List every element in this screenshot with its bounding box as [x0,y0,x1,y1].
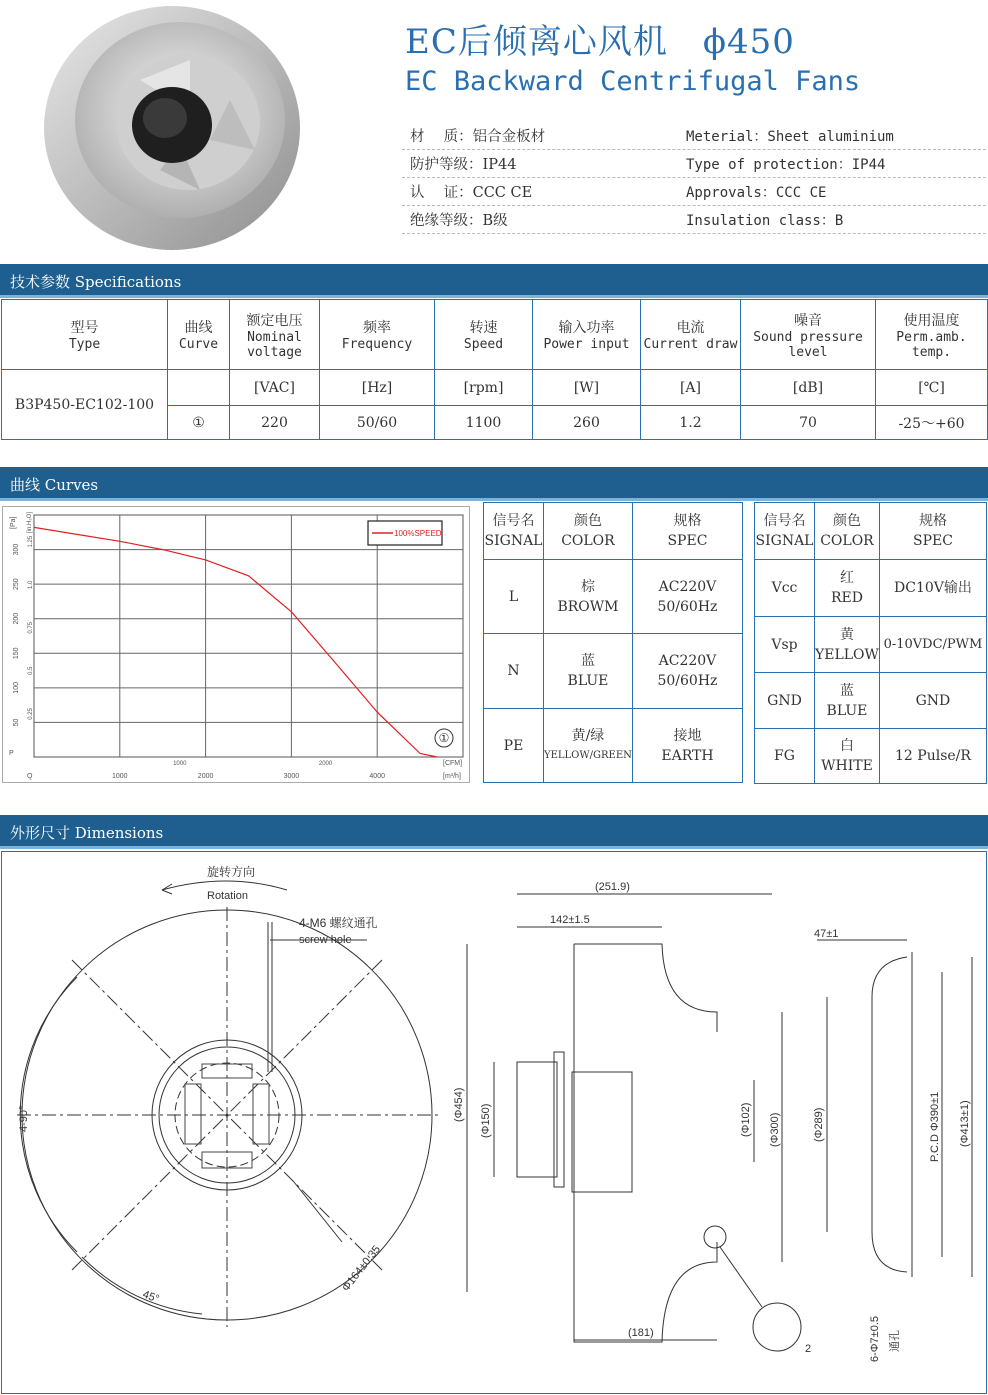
x-m3h-tick: 2000 [197,773,214,780]
unit-cell: [rpm] [435,370,533,406]
color-en: BROWM [557,598,619,615]
header-cn: 输入功率 [558,320,615,336]
model-cell: B3P450-EC102-100 [2,370,168,440]
dim-142: 142±1.5 [550,914,590,926]
signal-name: N [484,634,544,709]
rotation-en: Rotation [207,890,248,902]
property-cn: 绝缘等级：B级 [410,213,508,229]
x-cfm-unit: [CFM] [443,760,463,767]
header-en: Nominal voltage [247,329,302,360]
holes-label: 6-Φ7±0.5 [869,1315,881,1362]
header-cn: 规格 [673,513,702,529]
header-en: SIGNAL [484,533,543,549]
motor-body [517,1062,557,1177]
dim-2: 2 [805,1343,812,1355]
header-en: Sound pressure level [753,329,863,360]
header-en: Curve [178,337,219,352]
y-pa-tick: 50 [13,718,20,727]
signal-table-ac [483,502,743,783]
header-cn: 型号 [70,320,99,336]
dim-181: (181) [628,1327,654,1339]
y-pa-tick: 100 [13,682,20,694]
dim-300: (Φ300) [769,1112,781,1147]
p-label: P [9,750,14,757]
color-en: BLUE [567,673,609,689]
angle-90-label: 4-90° [18,1105,30,1132]
spec-line: 50/60Hz [657,673,718,689]
spec-table [1,299,988,440]
detail-view [753,1303,801,1351]
property-en: Type of protection：IP44 [686,156,886,173]
holes-cn: 通孔 [889,1330,901,1352]
rotation-cn: 旋转方向 [207,865,256,879]
unit-cell: [Hz] [320,370,435,406]
dim-150: (Φ150) [480,1103,492,1138]
dimension-drawing [2,852,986,1393]
value-cell: 220 [230,406,320,440]
unit-cell: [dB] [741,370,876,406]
value-cell: 1.2 [641,406,741,440]
color-cn: 蓝 [580,653,595,669]
color-cn: 棕 [580,578,595,595]
dia-164-leader [294,1182,342,1242]
legend-label: 100%SPEED [394,529,442,538]
value-cell: 260 [533,406,641,440]
unit-cell: [W] [533,370,641,406]
q-label: Q [27,773,33,780]
header-en: COLOR [561,533,615,549]
property-row [402,206,986,234]
dia-164-label: Φ164±0.35 [339,1243,383,1294]
color-cn: 红 [839,570,854,586]
value-cell: -25～+60 [876,406,988,440]
plot-frame [34,515,463,757]
y-pa-unit: [Pa] [10,516,17,529]
detail-marker [704,1226,726,1248]
color-cn: 黄 [839,626,854,643]
unit-cell: [A] [641,370,741,406]
color-en: YELLOW/GREEN [544,749,632,761]
dim-454: (Φ454) [453,1087,465,1122]
signal-name: GND [755,673,815,729]
front-view [17,881,442,1327]
header-cn: 颜色 [573,513,602,529]
screw-cn: 4-M6 螺纹通孔 [299,916,378,930]
header-cn: 规格 [918,513,947,529]
property-row [402,150,986,178]
signal-name: Vcc [755,560,815,617]
screw-en: screw hole [299,934,352,946]
color-en: BLUE [826,702,868,719]
section-band-specifications: 技术参数 Specifications [0,264,988,298]
x-cfm-tick: 2000 [318,761,333,767]
spec-line: AC220V [658,653,717,669]
dim-413: (Φ413±1) [959,1100,971,1147]
property-en: Meterial：Sheet aluminium [686,128,894,145]
x-cfm-tick: 1000 [173,761,187,767]
pcd-label: P.C.D Φ390±1 [929,1091,941,1162]
spec-cell: GND [879,673,986,729]
header-cn: 转速 [469,320,498,336]
shroud-top [574,944,717,1032]
dim-251: (251.9) [595,881,630,893]
header-en: Frequency [341,337,413,352]
header-en: SPEC [912,533,953,549]
ring-profile [872,957,907,1272]
property-cn: 防护等级：IP44 [410,157,517,173]
value-cell: ① [168,406,230,440]
vent-left [185,1084,201,1144]
signal-name: L [484,560,544,634]
y-pa-tick: 150 [13,647,20,660]
dim-47: 47±1 [814,928,839,940]
property-row [402,178,986,206]
y-inh2o-tick: 1.0 [28,580,34,589]
section-band-curves: 曲线 Curves [0,467,988,501]
arc-45 [82,1257,202,1314]
color-cn: 白 [839,738,854,754]
detail-leader [720,1247,762,1307]
spec-line: AC220V [658,578,717,595]
header-cn: 信号名 [492,513,535,529]
section-band-dimensions: 外形尺寸 Dimensions [0,815,988,849]
property-list [402,122,986,234]
property-cn: 材 质：铝合金板材 [410,129,546,145]
y-inh2o-tick: 0.25 [28,708,34,720]
header-cn: 电流 [676,320,705,336]
header-en: Type [68,337,101,352]
property-row [402,122,986,150]
color-cn: 蓝 [839,682,854,699]
signal-name: FG [755,729,815,784]
ring-view [817,940,972,1277]
x-m3h-tick: 1000 [112,773,128,780]
header-cn: 曲线 [184,320,213,336]
property-en: Approvals：CCC CE [686,184,827,201]
unit-cell: [VAC] [230,370,320,406]
color-cn: 黄/绿 [571,727,605,744]
curve-label: ① [438,731,450,745]
header-cn: 频率 [363,320,391,336]
dim-289: (Φ289) [813,1107,825,1142]
value-cell: 70 [741,406,876,440]
page-title-en: EC Backward Centrifugal Fans [405,66,861,97]
dim-102: (Φ102) [740,1102,752,1137]
property-en: Insulation class：B [686,212,844,229]
grid-lines [34,515,463,757]
performance-chart [2,506,470,783]
header-cn: 使用温度 [903,312,960,329]
header-cn: 颜色 [832,513,861,529]
x-m3h-tick: 4000 [369,773,385,780]
header-en: COLOR [820,533,874,549]
unit-cell: [℃] [876,370,988,406]
spec-line: 接地 [673,727,702,744]
spec-cell: 0-10VDC/PWM [879,617,986,673]
y-pa-tick: 200 [13,612,20,625]
header-en: SPEC [667,533,708,549]
shroud-bottom [574,944,717,1342]
spec-cell: DC10V输出 [879,560,986,617]
y-inh2o-tick: 1.25 [28,535,34,548]
x-m3h-unit: [m³/h] [443,773,461,780]
header-cn: 信号名 [763,513,806,529]
header-en: Perm.amb. temp. [896,329,967,360]
y-pa-tick: 250 [13,578,20,590]
signal-table-control [754,502,987,784]
color-en: YELLOW [815,646,879,663]
motor-flange [554,1052,564,1187]
hub-body [572,1072,632,1192]
color-en: WHITE [821,758,873,774]
header-en: Power input [543,337,630,352]
signal-name: PE [484,709,544,783]
spec-line: EARTH [661,747,714,764]
x-m3h-tick: 3000 [283,773,300,780]
vent-right [253,1084,269,1144]
y-pa-tick: 300 [13,543,20,556]
value-cell: 50/60 [320,406,435,440]
header-en: Current draw [643,337,738,352]
spec-line: 50/60Hz [657,598,718,615]
y-axis [13,535,34,726]
value-cell: 1100 [435,406,533,440]
y-inh2o-tick: 0.75 [28,621,34,634]
rotation-arrow [162,881,287,890]
header-en: SIGNAL [755,533,814,549]
y-inh2o-tick: 0.5 [28,666,34,676]
header-cn: 额定电压 [246,312,303,329]
x-axis [112,761,385,780]
fan-photo [40,0,305,255]
angle-45-label: 45° [140,1288,161,1306]
spec-cell: 12 Pulse/R [879,729,986,784]
signal-name: Vsp [755,617,815,673]
chart-svg [3,507,469,782]
y-inh2o-unit: [in.H₂O] [27,512,33,533]
page-title-cn: EC后倾离心风机 ϕ450 [405,22,795,62]
color-en: RED [830,590,863,606]
header-en: Speed [463,337,504,352]
header-cn: 噪音 [794,312,822,329]
property-cn: 认 证：CCC CE [410,185,533,201]
